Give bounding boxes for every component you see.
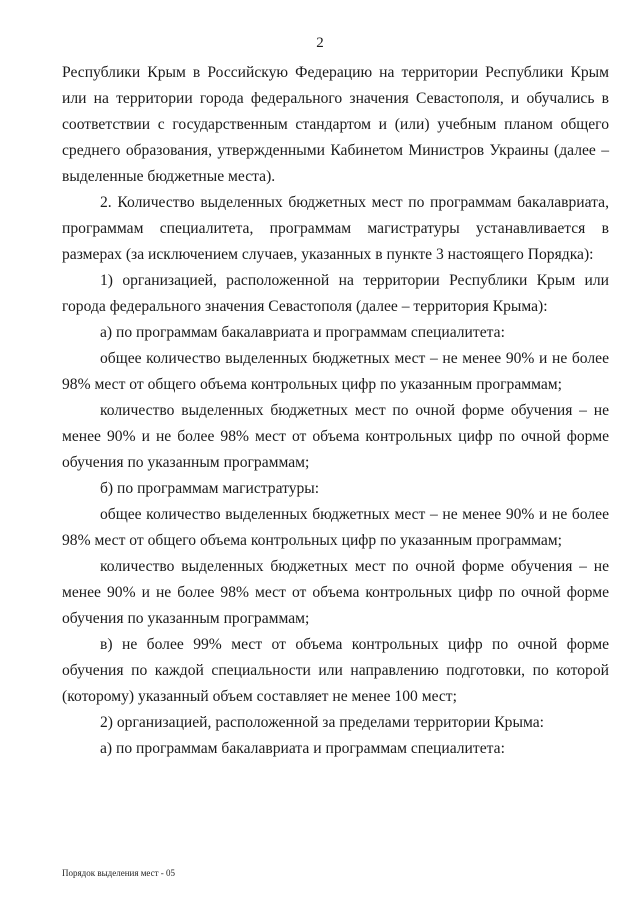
footer-document-code: Порядок выделения мест - 05 <box>62 868 176 878</box>
paragraph-subclause-1: 1) организацией, расположенной на территории Республики Крым или города федерального значения Севастополя (далее – территория Крыма): <box>62 272 609 315</box>
paragraph-fulltime-places-bachelor: количество выделенных бюджетных мест по очной форме обучения – не менее 90% и не более 98% мест от объема контрольных цифр по очной форме обучения по указанным программам; <box>62 402 609 471</box>
paragraph-continuation: Республики Крым в Российскую Федерацию на территории Республики Крым или на территории города федерального значения Севастополя, и обучались в соответствии с государственным стандартом и (или) учебным планом общего среднего образования, утвержденными Кабинетом Министров Украины (далее – выделенные бюджетные места). <box>62 64 609 185</box>
paragraph-item-v-specialty: в) не более 99% мест от объема контрольных цифр по очной форме обучения по каждой специальности или направлению подготовки, по которой (которому) указанный объем составляет не менее 100 мест; <box>62 636 609 705</box>
paragraph-item-a-outside: а) по программам бакалавриата и программам специалитета: <box>100 740 505 757</box>
paragraph-subclause-2: 2) организацией, расположенной за пределами территории Крыма: <box>100 714 544 731</box>
document-body <box>62 60 609 762</box>
paragraph-clause-2: 2. Количество выделенных бюджетных мест по программам бакалавриата, программам специалитета, программам магистратуры устанавливается в размерах (за исключением случаев, указанных в пункте 3 настоящего Порядка): <box>62 194 609 263</box>
paragraph-item-b-master: б) по программам магистратуры: <box>100 480 320 497</box>
paragraph-fulltime-places-master: количество выделенных бюджетных мест по очной форме обучения – не менее 90% и не более 98% мест от объема контрольных цифр по очной форме обучения по указанным программам; <box>62 558 609 627</box>
paragraph-item-a-bachelor: а) по программам бакалавриата и программам специалитета: <box>100 324 505 341</box>
paragraph-total-places-master: общее количество выделенных бюджетных мест – не менее 90% и не более 98% мест от общего объема контрольных цифр по указанным программам; <box>62 506 609 549</box>
page-number: 2 <box>316 35 324 51</box>
paragraph-total-places-bachelor: общее количество выделенных бюджетных мест – не менее 90% и не более 98% мест от общего объема контрольных цифр по указанным программам; <box>62 350 609 393</box>
